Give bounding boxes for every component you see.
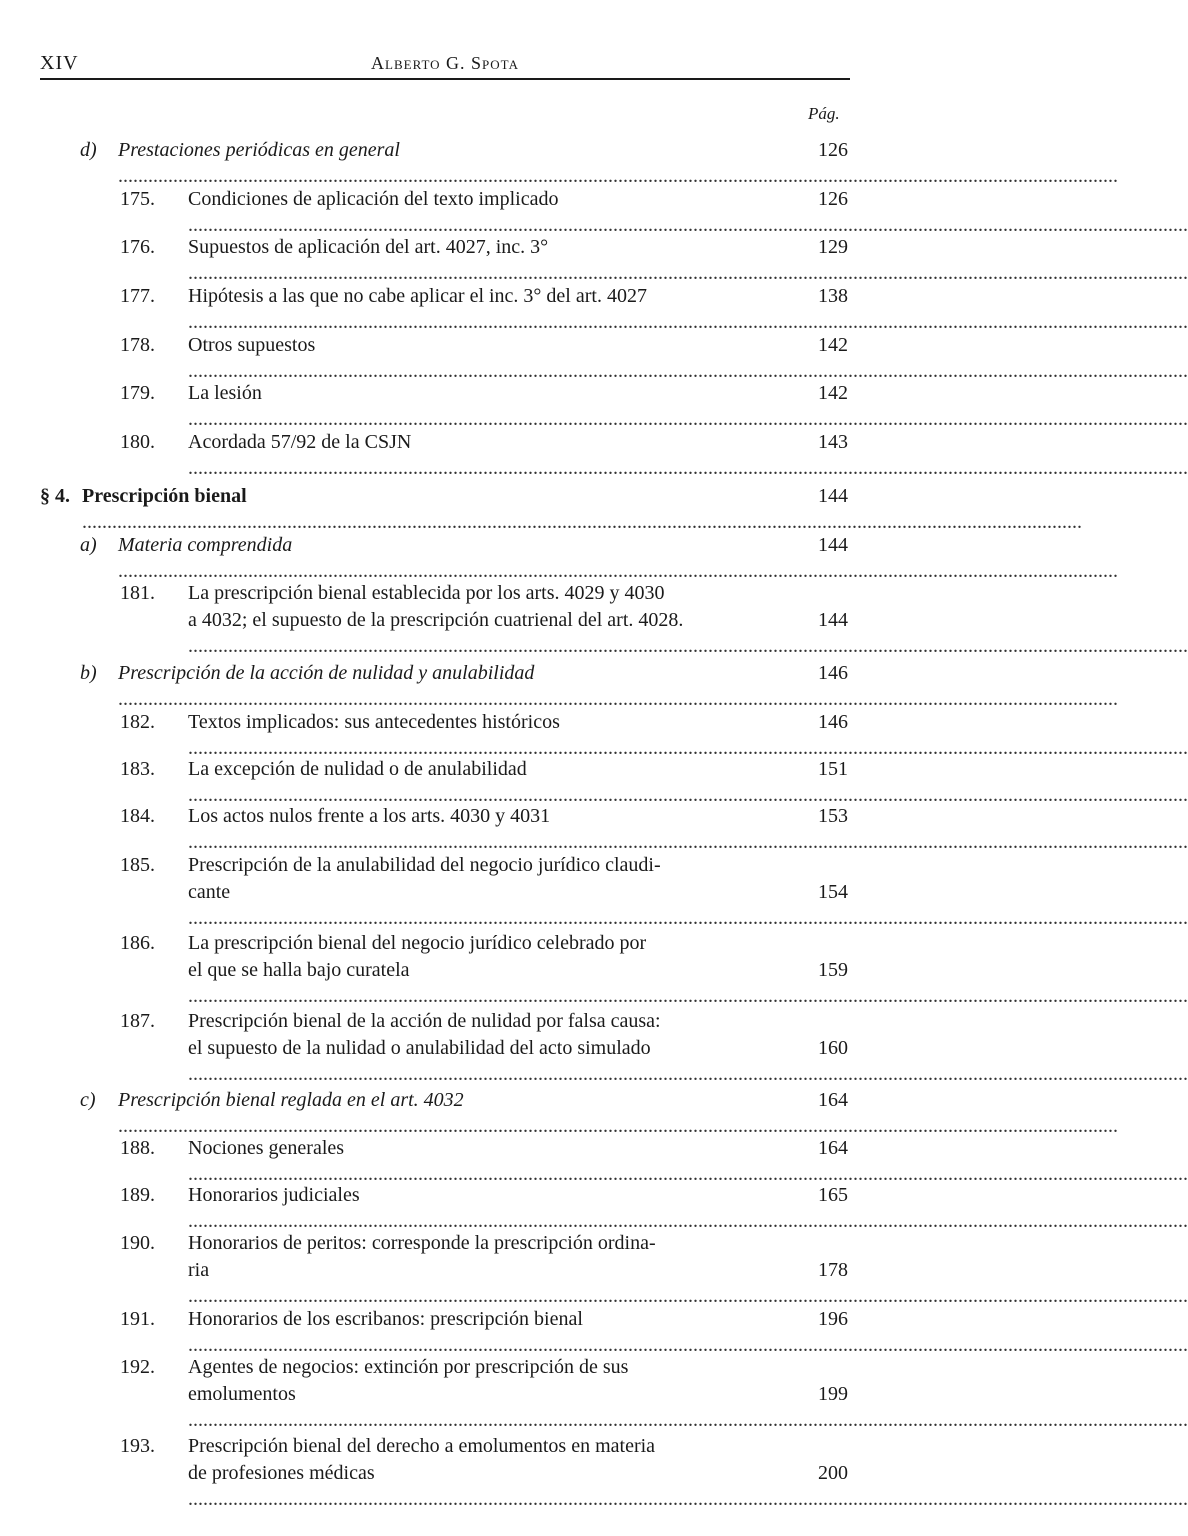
leader-dots: ........................................................................................................................................................................................................ bbox=[188, 1409, 1188, 1431]
page-number: 146 bbox=[818, 662, 848, 684]
leader-dots: ........................................................................................................................................................................................................ bbox=[188, 784, 1188, 806]
entry-number: 188. bbox=[120, 1137, 155, 1159]
entry-title: La prescripción bienal establecida por los arts. 4029 y 4030 bbox=[188, 582, 665, 604]
entry-title: el supuesto de la nulidad o anulabilidad del acto simulado bbox=[188, 1037, 651, 1059]
page-number: 164 bbox=[818, 1137, 848, 1159]
page-number: 200 bbox=[818, 1462, 848, 1484]
entry-title: Agentes de negocios: extinción por prescripción de sus bbox=[188, 1356, 629, 1378]
entry-number: 181. bbox=[120, 582, 155, 604]
entry-number: 186. bbox=[120, 932, 155, 954]
leader-dots: ........................................................................................................................................................................................................ bbox=[188, 1334, 1188, 1356]
page-column-label: Pág. bbox=[808, 104, 840, 123]
entry-number: § 4. bbox=[40, 485, 70, 507]
entry-number: d) bbox=[80, 139, 97, 161]
entry-title: Prescripción bienal de la acción de nulidad por falsa causa: bbox=[188, 1010, 661, 1032]
entry-number: 192. bbox=[120, 1356, 155, 1378]
page-number: 159 bbox=[818, 959, 848, 981]
entry-number: 177. bbox=[120, 285, 155, 307]
running-header bbox=[40, 50, 850, 80]
entry-title-line bbox=[188, 1230, 780, 1256]
leader-dots: ........................................................................................................................................................................................................ bbox=[188, 1163, 1188, 1185]
entry-number: 178. bbox=[120, 334, 155, 356]
entry-title: ria bbox=[188, 1259, 210, 1281]
leader-dots: ........................................................................................................................................................................................................ bbox=[188, 408, 1188, 430]
page-number: 164 bbox=[818, 1089, 848, 1111]
entry-title: Nociones generales bbox=[188, 1137, 345, 1159]
leader-dots: ........................................................................................................................................................................................................ bbox=[188, 214, 1188, 236]
entry-number: 190. bbox=[120, 1232, 155, 1254]
page-number: 142 bbox=[818, 334, 848, 356]
entry-title: Prestaciones periódicas en general bbox=[118, 139, 400, 161]
entry-title: Prescripción bienal reglada en el art. 4032 bbox=[118, 1089, 464, 1111]
page-number: 144 bbox=[818, 534, 848, 556]
entry-title: Honorarios judiciales bbox=[188, 1184, 360, 1206]
page-number: 153 bbox=[818, 805, 848, 827]
entry-title: el que se halla bajo curatela bbox=[188, 959, 410, 981]
page-number: 144 bbox=[818, 485, 848, 507]
entry-number: c) bbox=[80, 1089, 96, 1111]
page-number: 126 bbox=[818, 188, 848, 210]
page-number: 178 bbox=[818, 1259, 848, 1281]
entry-number: 187. bbox=[120, 1010, 155, 1032]
entry-title-line bbox=[188, 852, 780, 878]
page-number: 160 bbox=[818, 1037, 848, 1059]
leader-dots: ........................................................................................................................................................................................................ bbox=[188, 1285, 1188, 1307]
entry-title: Supuestos de aplicación del art. 4027, inc. 3° bbox=[188, 236, 549, 258]
leader-dots: ........................................................................................................................................................................................................ bbox=[188, 1210, 1188, 1232]
leader-dots: ........................................................................................................................................................................................................ bbox=[188, 1063, 1188, 1085]
entry-number: 176. bbox=[120, 236, 155, 258]
page-number: 143 bbox=[818, 431, 848, 453]
entry-title: Prescripción de la acción de nulidad y anulabilidad bbox=[118, 662, 535, 684]
entry-title: de profesiones médicas bbox=[188, 1462, 375, 1484]
leader-dots: ........................................................................................................................................................................................................ bbox=[188, 262, 1188, 284]
leader-dots: ........................................................................................................................................................................................................ bbox=[118, 1115, 1118, 1137]
leader-dots: ........................................................................................................................................................................................................ bbox=[118, 560, 1118, 582]
entry-number: b) bbox=[80, 662, 97, 684]
entry-title: La excepción de nulidad o de anulabilidad bbox=[188, 758, 527, 780]
entry-title: Honorarios de peritos: corresponde la prescripción ordina- bbox=[188, 1232, 656, 1254]
entry-title-line bbox=[188, 580, 780, 606]
leader-dots: ........................................................................................................................................................................................................ bbox=[188, 311, 1188, 333]
entry-number: a) bbox=[80, 534, 97, 556]
page-number: 146 bbox=[818, 711, 848, 733]
leader-dots: ........................................................................................................................................................................................................ bbox=[188, 907, 1188, 929]
entry-title: cante bbox=[188, 881, 231, 903]
entry-title: Prescripción de la anulabilidad del negocio jurídico claudi- bbox=[188, 854, 661, 876]
entry-title: La lesión bbox=[188, 382, 262, 404]
page-number: 196 bbox=[818, 1308, 848, 1330]
page-number: 151 bbox=[818, 758, 848, 780]
page-number: 138 bbox=[818, 285, 848, 307]
entry-number: 175. bbox=[120, 188, 155, 210]
page-number: 165 bbox=[818, 1184, 848, 1206]
entry-number: 183. bbox=[120, 758, 155, 780]
entry-number: 179. bbox=[120, 382, 155, 404]
entry-title: Condiciones de aplicación del texto implicado bbox=[188, 188, 559, 210]
running-title: Alberto G. Spota bbox=[371, 53, 519, 73]
leader-dots: ........................................................................................................................................................................................................ bbox=[188, 831, 1188, 853]
entry-number: 180. bbox=[120, 431, 155, 453]
entry-title: La prescripción bienal del negocio jurídico celebrado por bbox=[188, 932, 647, 954]
entry-number: 193. bbox=[120, 1435, 155, 1457]
entry-number: 191. bbox=[120, 1308, 155, 1330]
entry-title-line bbox=[188, 1008, 780, 1034]
entry-title: Honorarios de los escribanos: prescripción bienal bbox=[188, 1308, 583, 1330]
page-number: 142 bbox=[818, 382, 848, 404]
leader-dots: ........................................................................................................................................................................................................ bbox=[188, 737, 1188, 759]
page-number: 129 bbox=[818, 236, 848, 258]
entry-title: Otros supuestos bbox=[188, 334, 316, 356]
leader-dots: ........................................................................................................................................................................................................ bbox=[188, 985, 1188, 1007]
entry-number: 189. bbox=[120, 1184, 155, 1206]
entry-title: Prescripción bienal del derecho a emolumentos en materia bbox=[188, 1435, 656, 1457]
page-number: 199 bbox=[818, 1383, 848, 1405]
entry-title: Textos implicados: sus antecedentes históricos bbox=[188, 711, 560, 733]
leader-dots: ........................................................................................................................................................................................................ bbox=[82, 511, 1082, 533]
leader-dots: ........................................................................................................................................................................................................ bbox=[188, 1488, 1188, 1510]
leader-dots: ........................................................................................................................................................................................................ bbox=[188, 360, 1188, 382]
page-number: 154 bbox=[818, 881, 848, 903]
entry-number: 184. bbox=[120, 805, 155, 827]
leader-dots: ........................................................................................................................................................................................................ bbox=[188, 457, 1188, 479]
entry-title: Materia comprendida bbox=[118, 534, 293, 556]
leader-dots: ........................................................................................................................................................................................................ bbox=[188, 635, 1188, 657]
page-number: 144 bbox=[818, 609, 848, 631]
entry-title: Acordada 57/92 de la CSJN bbox=[188, 431, 412, 453]
entry-title: Hipótesis a las que no cabe aplicar el inc. 3° del art. 4027 bbox=[188, 285, 647, 307]
entry-title-line bbox=[188, 1354, 780, 1380]
page-folio: XIV bbox=[40, 52, 79, 74]
entry-title: a 4032; el supuesto de la prescripción cuatrienal del art. 4028. bbox=[188, 609, 684, 631]
entry-number: 185. bbox=[120, 854, 155, 876]
entry-number: 182. bbox=[120, 711, 155, 733]
page-number: 126 bbox=[818, 139, 848, 161]
entry-title: emolumentos bbox=[188, 1383, 296, 1405]
entry-title-line bbox=[188, 930, 780, 956]
leader-dots: ........................................................................................................................................................................................................ bbox=[118, 165, 1118, 187]
leader-dots: ........................................................................................................................................................................................................ bbox=[118, 688, 1118, 710]
entry-title: Prescripción bienal bbox=[82, 485, 247, 507]
entry-title-line bbox=[188, 1433, 780, 1459]
entry-title: Los actos nulos frente a los arts. 4030 y 4031 bbox=[188, 805, 551, 827]
